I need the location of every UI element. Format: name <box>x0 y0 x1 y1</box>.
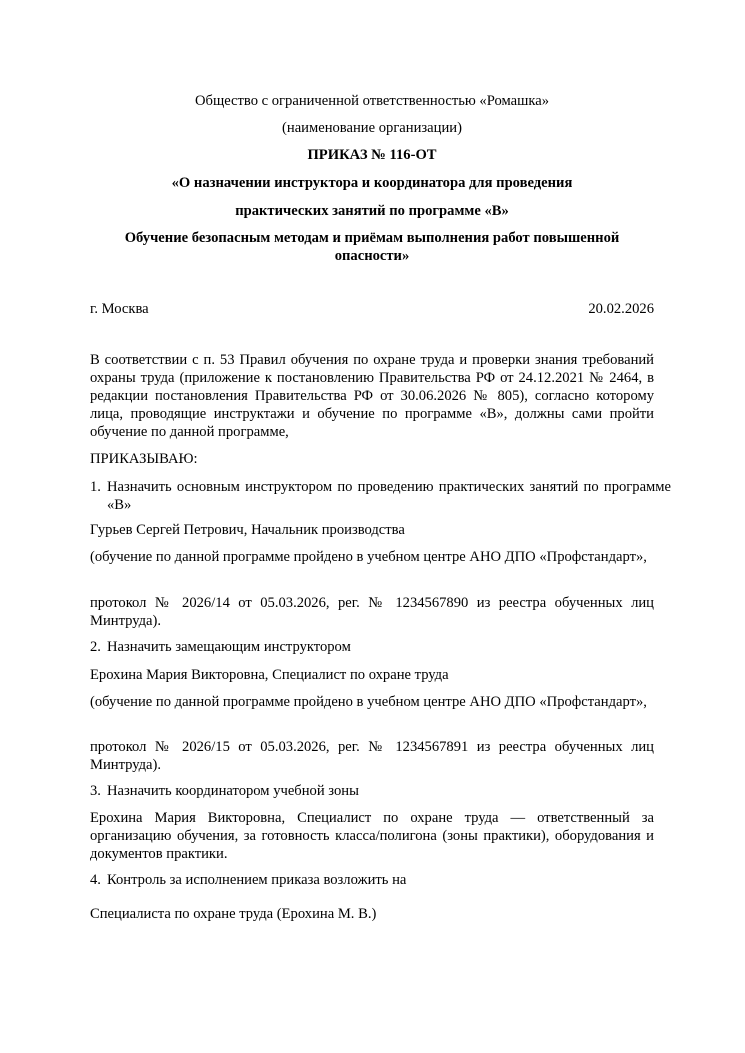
item-1-protocol: протокол № 2026/14 от 05.03.2026, рег. № 1234567890 из реестра обученных лиц Минтруда). <box>90 595 654 629</box>
order-subject-line2: практических занятий по программе «В» <box>235 203 509 219</box>
order-item-1 <box>90 478 671 514</box>
organization-caption: (наименование организации) <box>282 120 462 136</box>
order-word: ПРИКАЗЫВАЮ: <box>90 451 198 467</box>
item-number: 3. <box>90 783 101 799</box>
item-4-person: Специалиста по охране труда (Ерохина М. В.) <box>90 906 377 922</box>
preamble: В соответствии с п. 53 Правил обучения по охране труда и проверки знания требований охраны труда (приложение к постановлению Правительства РФ от 24.12.2021 № 2464, в редакции постановления Правительства РФ от 30.06.2026 № 805), согласно которому лица, проводящие инструктажи и обучение по программе «В», должны сами пройти обучение по данной программе, <box>90 352 654 440</box>
item-3-person: Ерохина Мария Викторовна, Специалист по охране труда — ответственный за организацию обучения, за готовность класса/полигона (зоны практики), оборудования и документов практики. <box>90 810 654 862</box>
place-date-row <box>90 300 654 318</box>
program-name: Обучение безопасным методам и приёмам выполнения работ повышенной опасности» <box>124 230 620 264</box>
item-1-person: Гурьев Сергей Петрович, Начальник производства <box>90 522 405 538</box>
item-text: Назначить замещающим инструктором <box>107 639 351 655</box>
item-1-training: (обучение по данной программе пройдено в учебном центре АНО ДПО «Профстандарт», <box>90 549 647 565</box>
item-number: 1. <box>90 479 101 495</box>
order-item-4 <box>90 871 671 889</box>
organization-name: Общество с ограниченной ответственностью «Ромашка» <box>195 93 549 109</box>
order-title: ПРИКАЗ № 116-ОТ <box>307 147 437 163</box>
item-2-protocol: протокол № 2026/15 от 05.03.2026, рег. № 1234567891 из реестра обученных лиц Минтруда). <box>90 739 654 773</box>
document-page <box>90 0 671 1053</box>
order-subject-line1: «О назначении инструктора и координатора для проведения <box>171 175 573 191</box>
item-text: Назначить основным инструктором по проведению практических занятий по программе «В» <box>107 479 671 513</box>
order-item-2 <box>90 638 671 656</box>
item-number: 2. <box>90 639 101 655</box>
item-text: Назначить координатором учебной зоны <box>107 783 359 799</box>
order-date: 20.02.2026 <box>588 301 654 317</box>
city: г. Москва <box>90 301 149 317</box>
item-2-person: Ерохина Мария Викторовна, Специалист по охране труда <box>90 667 449 683</box>
item-2-training: (обучение по данной программе пройдено в учебном центре АНО ДПО «Профстандарт», <box>90 694 647 710</box>
item-text: Контроль за исполнением приказа возложить на <box>107 872 407 888</box>
item-number: 4. <box>90 872 101 888</box>
order-item-3 <box>90 782 671 800</box>
